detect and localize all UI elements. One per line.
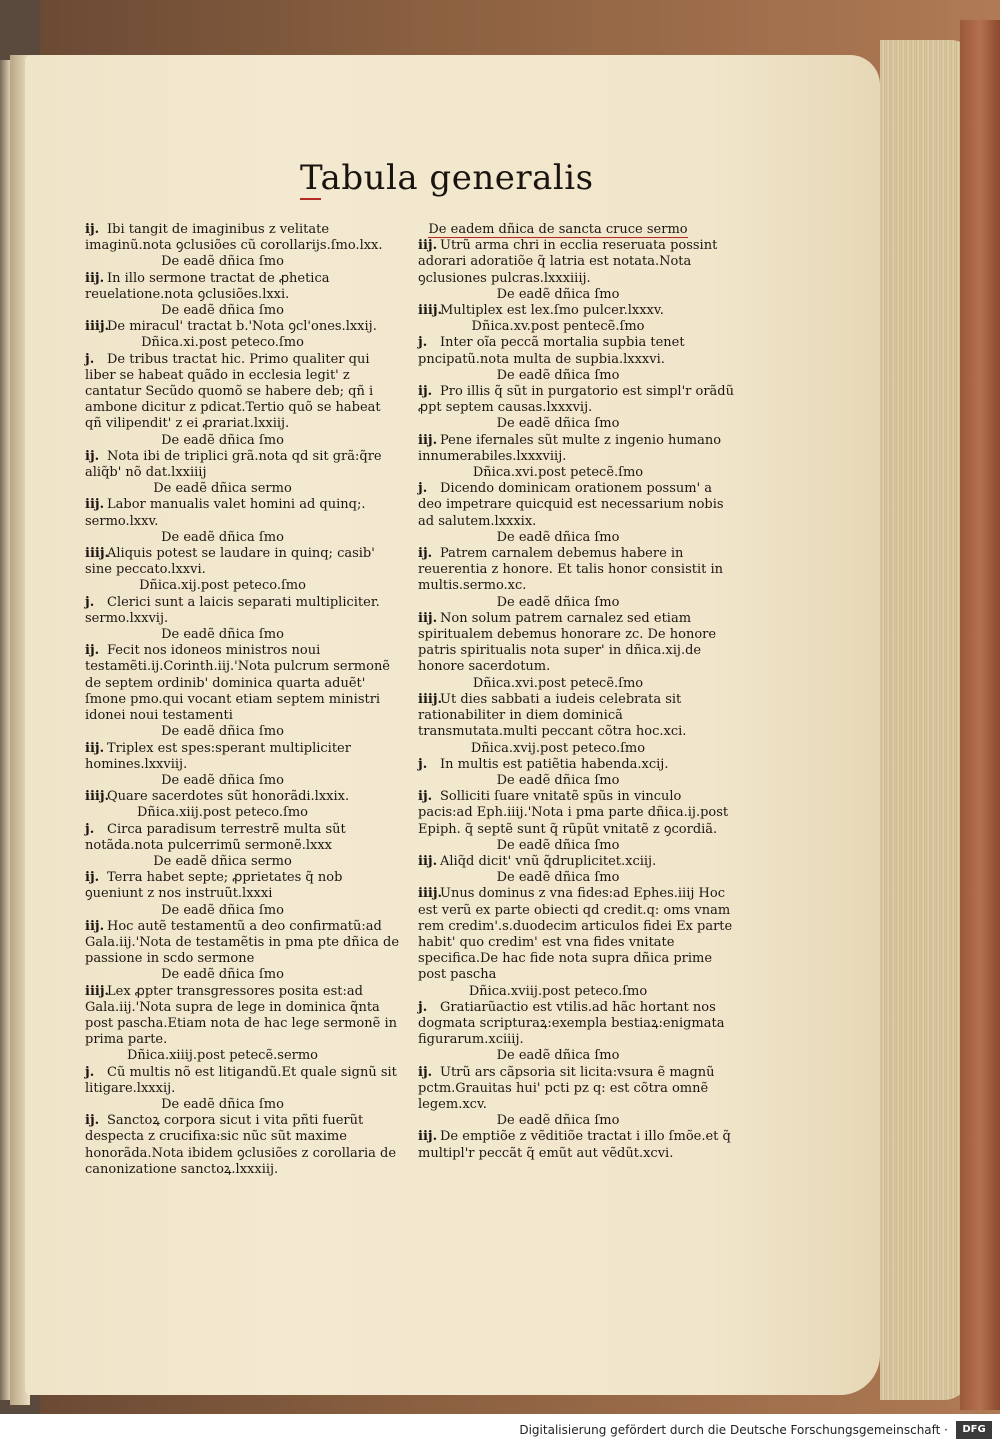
section-heading — [85, 627, 400, 643]
entry-marker: ij. — [85, 643, 100, 659]
index-entry — [85, 643, 400, 724]
entry-text: Fecit nos idoneos ministros noui testamẽti.ij.Corinth.iij.'Nota pulcrum sermonẽ de septem ordinib' dominica quarta aduẽt' ſmone pmo.qui vocant etiam septem ministri idonei noui testamenti — [85, 643, 391, 724]
section-heading — [418, 870, 738, 886]
index-entry — [418, 335, 738, 367]
entry-text: Circa paradisum terrestrẽ multa sũt notãda.nota pulcerrimũ sermonẽ.lxxx — [85, 821, 346, 853]
entry-text: Inter oĩa peccã mortalia supbia tenet pncipatũ.nota multa de supbia.lxxxvi. — [418, 335, 685, 367]
entry-marker: ij. — [85, 448, 100, 464]
section-heading — [85, 805, 400, 821]
dfg-logo: DFG — [956, 1421, 992, 1439]
section-heading — [85, 335, 400, 351]
section-heading — [418, 984, 738, 1000]
entry-marker: ij. — [85, 222, 100, 237]
entry-text: Ibi tangit de imaginibus z velitate imaginũ.nota ꝯclusiões cũ corollarijs.ſmo.lxx. — [85, 222, 383, 254]
index-entry — [418, 1065, 738, 1114]
section-heading — [85, 530, 400, 546]
index-entry — [418, 757, 738, 773]
index-entry — [85, 789, 400, 805]
heading-text: Dñica.xiiij.post petecẽ.sermo — [126, 1048, 319, 1064]
index-entry — [85, 984, 400, 1049]
entry-marker: iij. — [418, 610, 438, 626]
section-heading — [418, 838, 738, 854]
entry-marker: ij. — [418, 546, 433, 562]
entry-marker: iij. — [418, 238, 438, 254]
section-heading — [85, 481, 400, 497]
heading-text: Dñica.xv.post pentecẽ.ſmo — [471, 319, 645, 335]
heading-text: De eadẽ dñica sermo — [153, 853, 292, 869]
section-heading — [418, 741, 738, 757]
heading-text: Dñica.xvij.post peteco.ſmo — [470, 740, 646, 756]
footer-credit: Digitalisierung gefördert durch die Deutsche Forschungsgemeinschaft · — [519, 1423, 948, 1437]
heading-text: De eadẽ dñica ſmo — [496, 416, 620, 432]
index-entry — [85, 741, 400, 773]
heading-text: De eadẽ dñica ſmo — [496, 772, 620, 788]
index-entry — [418, 384, 738, 416]
section-heading — [418, 1048, 738, 1064]
entry-text: Ut dies sabbati a iudeis celebrata sit rationabiliter in diem dominicã transmutata.multi peccant cõtra hoc.xci. — [418, 691, 687, 740]
entry-marker: iiij. — [85, 546, 110, 562]
section-heading — [85, 1097, 400, 1113]
entry-text: Cũ multis nõ est litigandũ.Et quale signũ sit litigare.lxxxij. — [85, 1064, 397, 1096]
section-heading — [418, 287, 738, 303]
heading-text: De eadẽ dñica ſmo — [161, 627, 284, 643]
entry-text: Nota ibi de triplici grã.nota qd sit grã:q̃re aliq̃b' nõ dat.lxxiiij — [85, 448, 382, 481]
entry-text: Gratiarũactio est vtilis.ad hãc hortant nos dogmata scripturaꝝ:exempla bestiaꝝ:enigmata figurarum.xciiij. — [418, 999, 725, 1048]
entry-text: De miracul' tractat b.'Nota ꝯcl'ones.lxxij. — [107, 319, 377, 335]
index-entry — [85, 319, 400, 335]
cover-edge — [960, 20, 1000, 1410]
index-entry — [85, 222, 400, 254]
section-heading — [418, 319, 738, 335]
footer-bar — [0, 1414, 1000, 1446]
entry-text: Unus dominus z vna fides:ad Ephes.iiij Hoc est verũ ex parte obiecti qd credit.q: oms vnam rem credim'.s.duodecim articulos fidei Ex parte habit' quo credim' est vna fides vnitate specifica.De hac fide nota supra dñica prime post pascha — [418, 886, 733, 983]
entry-text: Labor manualis valet homini ad quinq;. sermo.lxxv. — [85, 497, 366, 529]
entry-marker: iij. — [85, 918, 105, 934]
entry-marker: iiij. — [418, 886, 443, 902]
index-entry — [418, 1129, 738, 1161]
entry-marker: ij. — [418, 1064, 433, 1080]
section-heading — [85, 433, 400, 449]
title-rest: abula generalis — [320, 158, 594, 198]
index-entry — [418, 481, 738, 530]
heading-text: De eadẽ dñica ſmo — [496, 1113, 620, 1129]
heading-text: De eadẽ dñica ſmo — [161, 967, 284, 983]
entry-marker: j. — [85, 821, 95, 837]
heading-text: Dñica.xi.post peteco.ſmo — [141, 335, 304, 351]
entry-text: Sanctoꝝ corpora sicut i vita pñti fuerũt despecta z crucifixa:sic nũc sũt maxime honorãda.Nota ibidem ꝯclusiões z corollaria de canonizatione sanctoꝝ.lxxxiij. — [85, 1113, 397, 1177]
entry-text: In illo sermone tractat de ꝓhetica reuelatione.nota ꝯclusiões.lxxi. — [85, 270, 330, 302]
entry-marker: iiij. — [418, 691, 443, 707]
heading-text: De eadẽ dñica ſmo — [496, 837, 620, 853]
entry-text: Lex ꝓpter transgressores posita est:ad Gala.iij.'Nota supra de lege in dominica q̃nta post pascha.Etiam nota de hac lege sermonẽ in prima parte. — [85, 983, 397, 1048]
heading-text: Dñica.xij.post peteco.ſmo — [139, 578, 306, 594]
entry-marker: j. — [85, 1064, 95, 1080]
entry-marker: iij. — [418, 1129, 438, 1145]
entry-text: Aliquis potest se laudare in quinq; casib' sine peccato.lxxvi. — [85, 546, 375, 578]
section-heading — [85, 254, 400, 270]
index-entry — [418, 1000, 738, 1049]
index-entry — [418, 886, 738, 983]
index-entry — [418, 303, 738, 319]
entry-text: Terra habet septe; ꝓprietates q̃ nob ꝯueniunt z nos instruũt.lxxxi — [85, 870, 343, 902]
index-entry — [418, 692, 738, 741]
entry-marker: j. — [85, 594, 95, 610]
section-heading — [418, 773, 738, 789]
section-heading — [85, 1048, 400, 1064]
entry-text: De emptiõe z vẽditiõe tractat i illo ſmõe.et q̃ multipl'r peccãt q̃ emũt aut vẽdũt.xcvi. — [418, 1129, 731, 1161]
heading-text: Dñica.xviij.post peteco.ſmo — [468, 983, 648, 999]
section-heading — [418, 368, 738, 384]
heading-text: De eadẽ dñica ſmo — [496, 594, 620, 610]
entry-text: Pro illis q̃ sũt in purgatorio est simpl'r orãdũ ꝓpt septem causas.lxxxvij. — [418, 384, 734, 416]
entry-marker: ij. — [418, 789, 433, 805]
entry-text: Utrũ arma chri in ecclia reseruata possint adorari adoratiõe q̃ latria est notata.Nota ꝯclusiones pulcras.lxxxiiij. — [418, 238, 718, 286]
section-heading — [85, 578, 400, 594]
entry-marker: iij. — [85, 497, 105, 513]
entry-marker: iij. — [418, 432, 438, 448]
heading-text: Dñica.xvi.post petecẽ.ſmo — [472, 465, 644, 481]
entry-text: De tribus tractat hic. Primo qualiter qui liber se habeat quãdo in ecclesia legit' z cantatur Secũdo quomõ se habere deb; qñ i ambone dicitur z pdicat.Tertio quõ se habeat qñ vilipendit' z ei ꝓrariat.lxxiij. — [85, 351, 381, 432]
index-entry — [418, 854, 738, 870]
index-entry — [85, 870, 400, 902]
heading-text: De eadẽ dñica ſmo — [161, 1096, 284, 1112]
entry-text: Quare sacerdotes sũt honorãdi.lxxix. — [107, 789, 350, 805]
section-heading — [85, 303, 400, 319]
section-heading — [418, 530, 738, 546]
index-entry — [418, 789, 738, 838]
heading-text: De eadẽ dñica ſmo — [496, 286, 620, 302]
title-initial: T — [300, 158, 321, 198]
heading-text: De eadẽ dñica ſmo — [496, 529, 620, 545]
page-edges — [880, 40, 970, 1400]
index-entry — [85, 449, 400, 481]
entry-marker: ij. — [85, 870, 100, 886]
entry-text: Patrem carnalem debemus habere in reuerentia z honore. Et talis honor consistit in multis.sermo.xc. — [418, 546, 724, 594]
section-heading — [418, 1113, 738, 1129]
entry-marker: ij. — [85, 1113, 100, 1129]
heading-text: De eadẽ dñica sermo — [153, 481, 292, 497]
entry-text: In multis est patiẽtia habenda.xcij. — [440, 756, 669, 772]
index-entry — [85, 1113, 400, 1178]
heading-text: De eadem dñica de sancta cruce sermo — [428, 222, 688, 237]
entry-marker: iij. — [85, 740, 105, 756]
left-column — [85, 222, 400, 1178]
section-heading — [85, 724, 400, 740]
heading-text: De eadẽ dñica ſmo — [161, 902, 284, 918]
index-entry — [85, 497, 400, 529]
index-entry — [418, 238, 738, 287]
entry-text: Dicendo dominicam orationem possum' a deo impetrare quicquid est necessarium nobis ad salutem.lxxxix. — [418, 481, 724, 529]
section-heading — [418, 222, 738, 238]
index-entry — [85, 352, 400, 433]
page-title — [300, 158, 594, 198]
index-entry — [85, 822, 400, 854]
entry-marker: j. — [418, 481, 428, 497]
entry-text: Clerici sunt a laicis separati multipliciter. sermo.lxxvij. — [85, 594, 380, 626]
entry-marker: j. — [418, 756, 428, 772]
heading-text: Dñica.xvi.post petecẽ.ſmo — [472, 675, 644, 691]
section-heading — [418, 676, 738, 692]
index-entry — [85, 595, 400, 627]
heading-text: Dñica.xiij.post peteco.ſmo — [136, 805, 308, 821]
entry-text: Pene ifernales sũt multe z ingenio humano innumerabiles.lxxxviij. — [418, 432, 722, 464]
entry-marker: j. — [418, 335, 428, 351]
entry-text: Aliq̃d dicit' vnũ q̃druplicitet.xciij. — [440, 853, 657, 869]
heading-text: De eadẽ dñica ſmo — [161, 529, 284, 545]
heading-text: De eadẽ dñica ſmo — [496, 367, 620, 383]
heading-text: De eadẽ dñica ſmo — [161, 432, 284, 448]
index-entry — [418, 546, 738, 595]
entry-text: Triplex est spes:sperant multipliciter homines.lxxviij. — [85, 740, 351, 772]
index-entry — [85, 546, 400, 578]
heading-text: De eadẽ dñica ſmo — [496, 1048, 620, 1064]
entry-text: Multiplex est lex.ſmo pulcer.lxxxv. — [440, 303, 664, 319]
entry-text: Solliciti ſuare vnitatẽ spũs in vinculo pacis:ad Eph.iiij.'Nota i pma parte dñica.ij.post Epiph. q̃ septẽ sunt q̃ rũpũt vnitatẽ z ꝯcordiã. — [418, 789, 729, 837]
entry-marker: iiij. — [85, 983, 110, 999]
entry-text: Utrũ ars cãpsoria sit licita:vsura ẽ magnũ pctm.Grauitas hui' pcti pz q: est cõtra omnẽ legem.xcv. — [418, 1064, 715, 1112]
right-column — [418, 222, 738, 1162]
entry-marker: iiij. — [85, 319, 110, 335]
entry-marker: iiij. — [85, 789, 110, 805]
section-heading — [85, 903, 400, 919]
index-entry — [85, 1065, 400, 1097]
heading-text: De eadẽ dñica ſmo — [161, 303, 284, 319]
heading-text: De eadẽ dñica ſmo — [496, 870, 620, 886]
entry-marker: iij. — [418, 853, 438, 869]
index-entry — [85, 919, 400, 968]
section-heading — [418, 416, 738, 432]
section-heading — [85, 967, 400, 983]
section-heading — [85, 854, 400, 870]
entry-marker: iij. — [85, 270, 105, 286]
section-heading — [418, 465, 738, 481]
heading-text: De eadẽ dñica ſmo — [161, 772, 284, 788]
index-entry — [418, 433, 738, 465]
section-heading — [85, 773, 400, 789]
entry-marker: iiij. — [418, 303, 443, 319]
index-entry — [85, 271, 400, 303]
entry-marker: ij. — [418, 384, 433, 400]
entry-text: Non solum patrem carnalez sed etiam spiritualem debemus honorare zc. De honore patris spiritualis nota super' in dñica.xij.de honore sacerdotum. — [418, 610, 717, 675]
entry-text: Hoc autẽ testamentũ a deo confirmatũ:ad Gala.iij.'Nota de testamẽtis in pma pte dñica de passione in scdo sermone — [85, 918, 400, 967]
heading-text: De eadẽ dñica ſmo — [161, 724, 284, 740]
section-heading — [418, 595, 738, 611]
entry-marker: j. — [418, 999, 428, 1015]
heading-text: De eadẽ dñica ſmo — [161, 254, 284, 270]
entry-marker: j. — [85, 351, 95, 367]
index-entry — [418, 611, 738, 676]
